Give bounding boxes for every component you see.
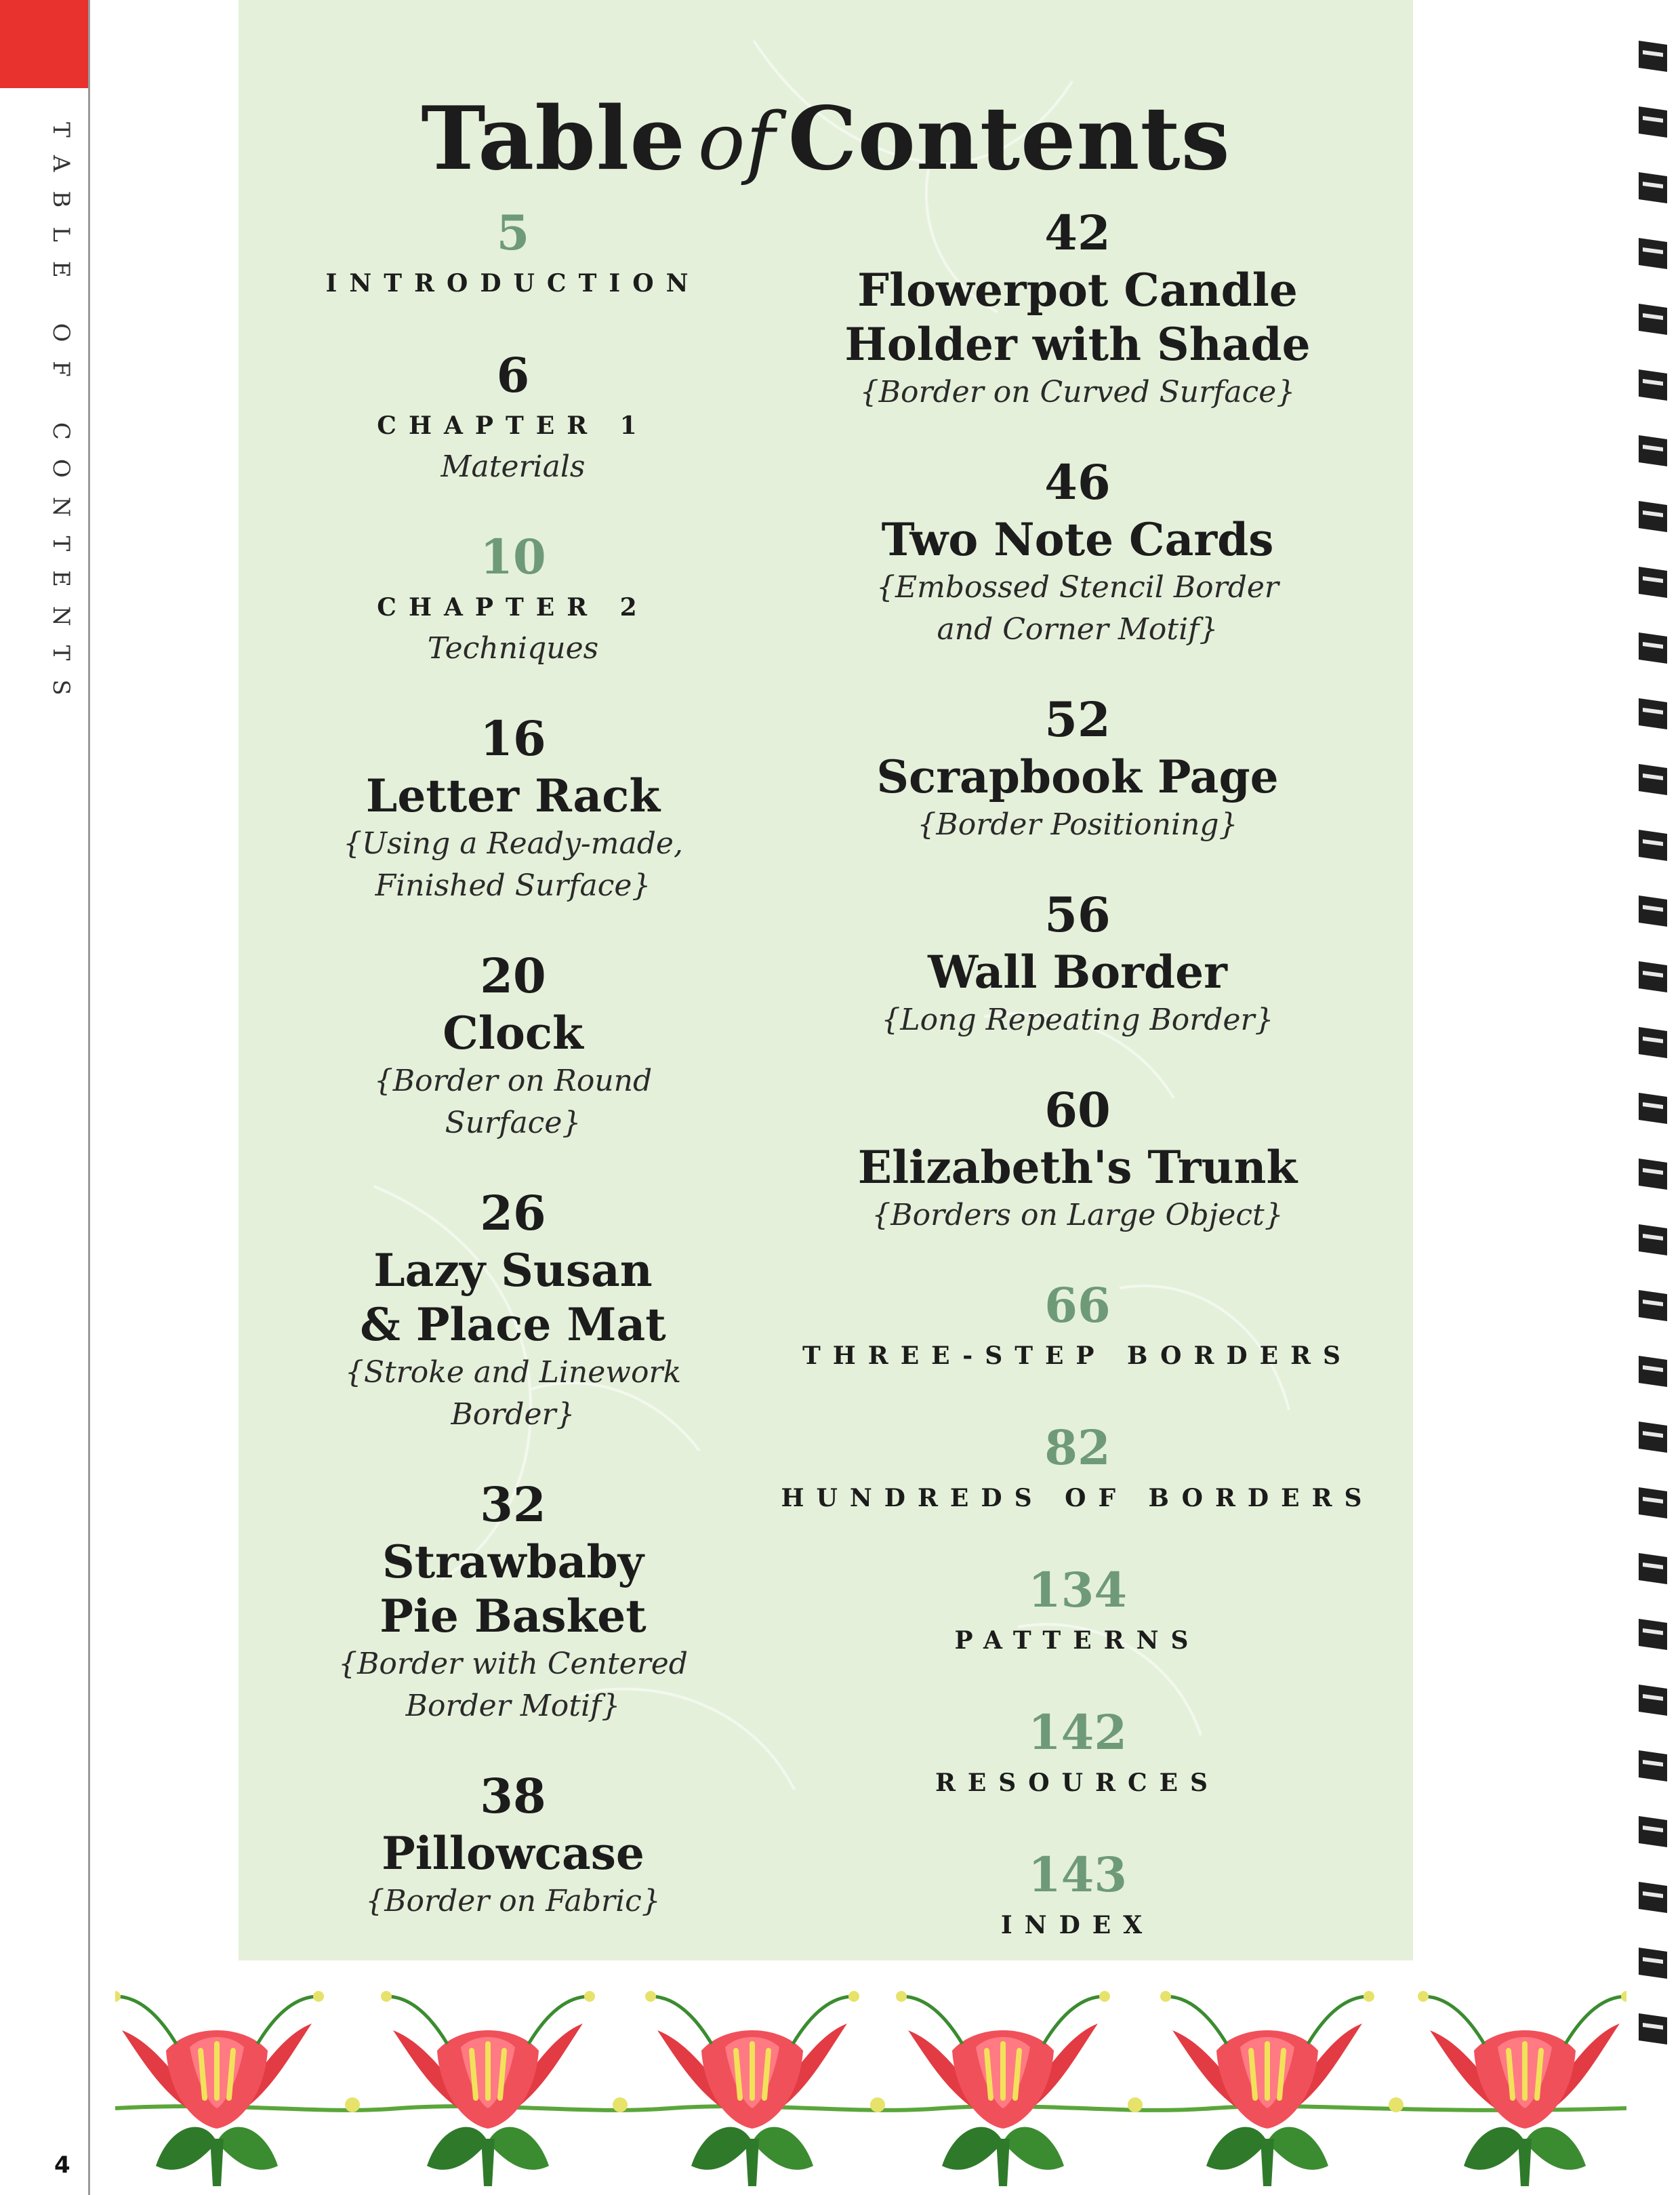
- entry-page-number: 26: [480, 1185, 546, 1241]
- entry-subtitle: Techniques: [427, 631, 599, 666]
- entry-page-number: 38: [480, 1768, 546, 1824]
- yellow-bud-dot: [1389, 2097, 1404, 2112]
- title-word-table: Table: [421, 88, 686, 190]
- toc-entry-index: [776, 1845, 1379, 1946]
- entry-subtitle: Finished Surface}: [375, 868, 651, 903]
- entry-project-title: Two Note Cards: [881, 513, 1274, 566]
- toc-entry-three-step: [776, 1276, 1379, 1376]
- entry-project-title: Pie Basket: [380, 1590, 647, 1643]
- toc-entry-note-cards: [776, 453, 1379, 651]
- toc-entry-hundreds: [776, 1418, 1379, 1518]
- red-corner-tab: [0, 0, 89, 88]
- toc-entry-scrapbook: [776, 690, 1379, 846]
- entry-page-number: 66: [1044, 1277, 1111, 1333]
- red-flower: [115, 1991, 324, 2186]
- entry-page-number: 134: [1027, 1562, 1128, 1618]
- entry-section-label: HUNDREDS OF BORDERS: [781, 1484, 1374, 1512]
- toc-entry-strawbaby: [306, 1475, 720, 1727]
- red-flower: [1418, 1991, 1626, 2186]
- entry-section-label: PATTERNS: [954, 1626, 1201, 1655]
- toc-entry-patterns: [776, 1560, 1379, 1661]
- toc-entry-pillowcase: [306, 1767, 720, 1922]
- entry-page-number: 6: [496, 347, 530, 403]
- toc-right-column: [776, 203, 1379, 1946]
- red-flower: [896, 1991, 1110, 2186]
- yellow-bud-dot: [1128, 2097, 1143, 2112]
- sidebar-divider: [88, 0, 90, 2195]
- page-title: [239, 88, 1413, 190]
- entry-section-label: INDEX: [1000, 1911, 1155, 1939]
- toc-left-column: [306, 203, 720, 1922]
- entry-project-title: Holder with Shade: [844, 318, 1311, 371]
- red-flower: [645, 1991, 859, 2186]
- entry-page-number: 56: [1044, 887, 1111, 943]
- yellow-bud-dot: [613, 2097, 628, 2112]
- entry-project-title: Pillowcase: [382, 1827, 644, 1880]
- page-number: 4: [54, 2152, 70, 2179]
- toc-entry-chapter-1: [306, 346, 720, 488]
- entry-subtitle: {Long Repeating Border}: [881, 1003, 1274, 1037]
- entry-project-title: Scrapbook Page: [876, 750, 1279, 803]
- entry-project-title: Clock: [443, 1007, 583, 1060]
- entry-section-label: THREE-STEP BORDERS: [802, 1342, 1353, 1370]
- entry-subtitle: {Border on Curved Surface}: [859, 375, 1296, 409]
- flower-border-illustration: [115, 1969, 1626, 2195]
- entry-page-number: 82: [1044, 1419, 1111, 1476]
- entry-subtitle: {Border on Fabric}: [365, 1884, 661, 1918]
- yellow-bud-dot: [345, 2097, 360, 2112]
- red-flower: [1160, 1991, 1374, 2186]
- entry-subtitle: {Embossed Stencil Border: [876, 570, 1279, 605]
- entry-project-title: & Place Mat: [360, 1298, 666, 1351]
- red-flower: [381, 1991, 595, 2186]
- entry-page-number: 42: [1044, 205, 1111, 261]
- entry-page-number: 143: [1027, 1847, 1128, 1903]
- entry-subtitle: and Corner Motif}: [937, 612, 1218, 647]
- entry-project-title: Flowerpot Candle: [857, 264, 1298, 317]
- toc-entry-wall-border: [776, 885, 1379, 1041]
- entry-project-title: Strawbaby: [382, 1535, 644, 1588]
- entry-page-number: 60: [1044, 1082, 1111, 1138]
- entry-section-label: CHAPTER 2: [377, 593, 649, 622]
- entry-subtitle: {Border on Round Surface}: [373, 1064, 653, 1140]
- title-word-contents: Contents: [787, 88, 1231, 190]
- entry-project-title: Elizabeth's Trunk: [857, 1141, 1298, 1194]
- entry-subtitle: {Borders on Large Object}: [872, 1198, 1284, 1232]
- toc-entry-resources: [776, 1703, 1379, 1803]
- entry-subtitle: {Border with Centered: [338, 1647, 688, 1681]
- toc-entry-flowerpot: [776, 203, 1379, 414]
- entry-subtitle: Materials: [441, 449, 586, 484]
- toc-entry-trunk: [776, 1081, 1379, 1236]
- yellow-bud-dot: [870, 2097, 885, 2112]
- toc-entry-clock: [306, 946, 720, 1144]
- toc-entry-introduction: [306, 203, 720, 304]
- spiral-binding: [1633, 27, 1680, 2195]
- entry-subtitle: {Border Positioning}: [917, 807, 1238, 842]
- entry-project-title: Wall Border: [928, 946, 1227, 999]
- entry-project-title: Lazy Susan: [373, 1244, 653, 1297]
- entry-page-number: 46: [1044, 454, 1111, 510]
- entry-page-number: 20: [480, 948, 546, 1004]
- entry-page-number: 5: [496, 205, 530, 261]
- entry-page-number: 10: [480, 529, 546, 585]
- entry-subtitle: {Stroke and Linework Border}: [344, 1355, 682, 1432]
- entry-section-label: RESOURCES: [935, 1769, 1221, 1797]
- entry-page-number: 16: [480, 710, 546, 767]
- entry-page-number: 52: [1044, 691, 1111, 748]
- title-word-of: of: [697, 96, 776, 188]
- entry-page-number: 32: [480, 1476, 546, 1533]
- toc-entry-letter-rack: [306, 709, 720, 907]
- toc-entry-lazy-susan: [306, 1184, 720, 1436]
- toc-entry-chapter-2: [306, 527, 720, 670]
- vertical-section-title: TABLE OF CONTENTS: [47, 122, 75, 714]
- entry-section-label: INTRODUCTION: [325, 269, 701, 298]
- entry-subtitle: {Using a Ready-made,: [343, 826, 683, 861]
- entry-section-label: CHAPTER 1: [377, 411, 649, 440]
- entry-project-title: Letter Rack: [365, 769, 661, 822]
- entry-subtitle: Border Motif}: [405, 1689, 621, 1723]
- entry-page-number: 142: [1027, 1704, 1128, 1760]
